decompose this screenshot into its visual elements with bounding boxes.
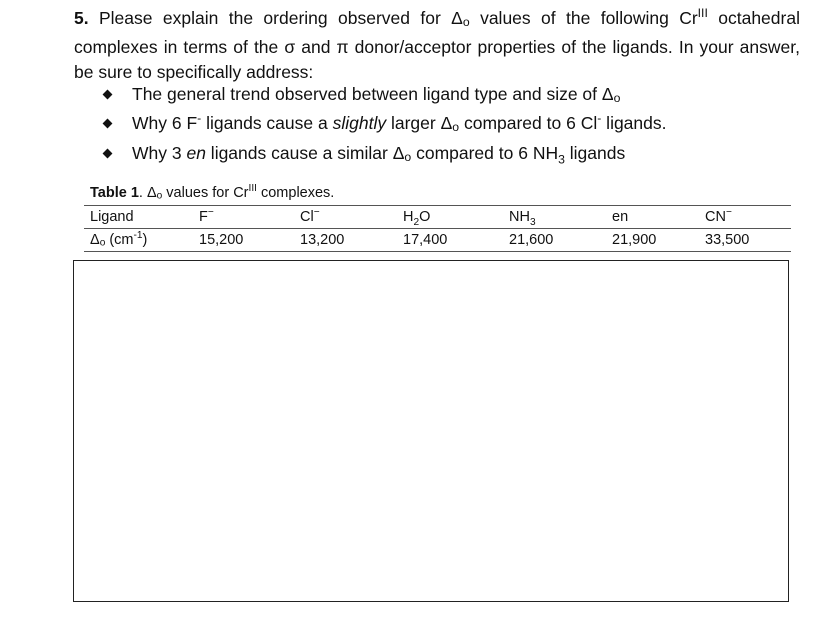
ligand-formula: O — [419, 209, 431, 225]
delta-subscript: o — [452, 120, 460, 135]
ligand-formula: en — [612, 209, 629, 225]
ligand-formula: F — [199, 209, 208, 225]
ligand-formula: CN — [705, 209, 726, 225]
ligand-formula: NH — [509, 209, 530, 225]
table-values-row — [84, 229, 791, 251]
ligand-ammonia — [509, 209, 536, 228]
bullet-text: Why 3 — [132, 142, 187, 163]
row-delta-label — [90, 232, 147, 249]
question-text-part: Please explain the ordering observed for — [99, 8, 452, 28]
question-text-part: values of the following Cr — [469, 8, 698, 28]
bullet-item-trend — [104, 82, 667, 111]
caption-text: values for Cr — [162, 185, 249, 201]
ligand-fluoride — [199, 209, 214, 225]
emphasis-text: slightly — [332, 113, 387, 134]
oxidation-state-superscript: III — [248, 183, 257, 195]
bullet-text: ligands cause a similar — [205, 142, 393, 163]
bullet-item-en — [104, 141, 667, 170]
unit-superscript: -1 — [133, 230, 143, 242]
oxidation-state-superscript: III — [697, 6, 708, 21]
delta-subscript: o — [99, 237, 106, 249]
delta-symbol: Δ — [601, 84, 614, 104]
unit-text: (cm — [105, 232, 134, 248]
bullet-text: larger — [386, 113, 441, 134]
formula-subscript: 2 — [413, 216, 420, 228]
charge-superscript: − — [725, 207, 732, 219]
header-ligand-label: Ligand — [90, 209, 134, 225]
delta-values-table — [84, 205, 791, 252]
value-water: 17,400 — [403, 232, 448, 248]
bullet-text: ligands — [564, 142, 626, 163]
bullet-text: compared to 6 NH — [411, 142, 559, 163]
ligand-cyanide — [705, 209, 732, 225]
diamond-bullet-icon — [103, 119, 113, 129]
delta-subscript: o — [404, 149, 412, 164]
question-text — [74, 6, 800, 85]
delta-symbol: Δ — [90, 232, 100, 248]
table-header-row — [84, 206, 791, 228]
delta-symbol: Δ — [451, 8, 463, 28]
value-cyanide: 33,500 — [705, 232, 750, 248]
unit-text: ) — [142, 232, 148, 248]
ligand-water — [403, 209, 431, 228]
question-text-part: octahedral complexes in terms of the σ and π donor/acceptor properties of the ligands. In your answer, be sure to specifically address: — [74, 8, 800, 82]
delta-subscript: o — [156, 190, 163, 202]
charge-superscript: - — [197, 111, 202, 126]
caption-text: . — [138, 185, 147, 201]
question-number: 5. — [74, 8, 89, 28]
bullet-text: Why 6 F — [132, 113, 198, 134]
delta-subscript: o — [462, 14, 470, 29]
ligand-chloride — [300, 209, 320, 225]
delta-subscript: o — [613, 90, 621, 105]
bullet-text: ligands. — [601, 113, 667, 134]
emphasis-text: en — [186, 142, 206, 163]
bullet-item-fluoride — [104, 111, 667, 140]
ligand-en — [612, 209, 628, 225]
table-rule-bottom — [84, 251, 791, 252]
formula-subscript: 3 — [529, 216, 536, 228]
charge-superscript: − — [207, 207, 214, 219]
requirements-list — [104, 82, 667, 170]
bullet-text: compared to 6 Cl — [459, 113, 598, 134]
value-en: 21,900 — [612, 232, 657, 248]
caption-text: complexes. — [256, 185, 335, 201]
diamond-bullet-icon — [103, 90, 113, 100]
formula-subscript: 3 — [558, 152, 565, 167]
charge-superscript: − — [313, 207, 320, 219]
value-ammonia: 21,600 — [509, 232, 554, 248]
table-label: Table 1 — [90, 185, 139, 201]
charge-superscript: - — [597, 111, 602, 126]
bullet-text: ligands cause a — [201, 113, 333, 134]
bullet-text: The general trend observed between ligand type and size of — [132, 84, 602, 104]
answer-box[interactable] — [73, 260, 789, 602]
value-fluoride: 15,200 — [199, 232, 244, 248]
value-chloride: 13,200 — [300, 232, 345, 248]
diamond-bullet-icon — [103, 148, 113, 158]
ligand-formula: H — [403, 209, 414, 225]
delta-symbol: Δ — [392, 142, 405, 163]
delta-symbol: Δ — [440, 113, 453, 134]
ligand-formula: Cl — [300, 209, 314, 225]
delta-symbol: Δ — [146, 185, 157, 201]
table-caption — [90, 184, 334, 206]
